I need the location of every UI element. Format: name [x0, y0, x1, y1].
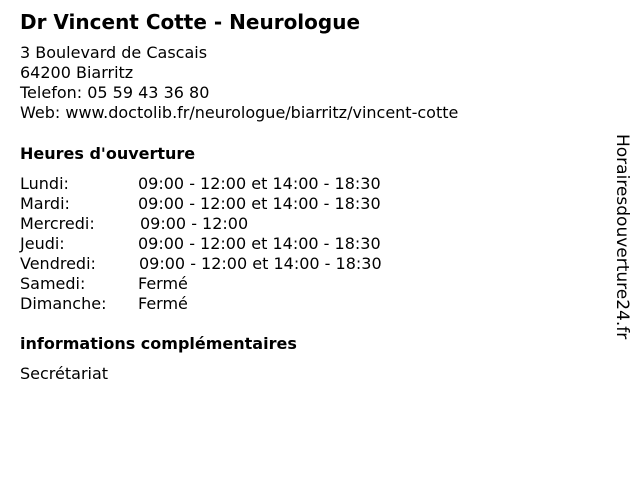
day-label: Jeudi:: [20, 234, 65, 253]
phone-number: Telefon: 05 59 43 36 80: [20, 83, 210, 102]
day-label: Samedi:: [20, 274, 86, 293]
page-title: Dr Vincent Cotte - Neurologue: [20, 10, 361, 34]
time-value: 09:00 - 12:00 et 14:00 - 18:30: [138, 194, 381, 213]
day-label: Lundi:: [20, 174, 69, 193]
additional-info-heading: informations complémentaires: [20, 334, 297, 353]
time-value: Fermé: [138, 274, 188, 293]
time-value: 09:00 - 12:00: [140, 214, 249, 233]
website-link[interactable]: Web: www.doctolib.fr/neurologue/biarritz/vincent-cotte: [20, 103, 459, 122]
time-value: 09:00 - 12:00 et 14:00 - 18:30: [138, 234, 381, 253]
day-label: Mercredi:: [20, 214, 95, 233]
day-label: Mardi:: [20, 194, 70, 213]
time-value: 09:00 - 12:00 et 14:00 - 18:30: [138, 174, 381, 193]
opening-hours-heading: Heures d'ouverture: [20, 144, 196, 163]
address-street: 3 Boulevard de Cascais: [20, 43, 208, 62]
address-city: 64200 Biarritz: [20, 63, 134, 82]
day-label: Dimanche:: [20, 294, 107, 313]
additional-info-text: Secrétariat: [20, 364, 109, 383]
day-label: Vendredi:: [20, 254, 96, 273]
site-watermark: Horairesdouverture24.fr: [612, 134, 632, 340]
address-block: [20, 43, 458, 123]
time-value: 09:00 - 12:00 et 14:00 - 18:30: [139, 254, 382, 273]
time-value: Fermé: [138, 294, 188, 313]
